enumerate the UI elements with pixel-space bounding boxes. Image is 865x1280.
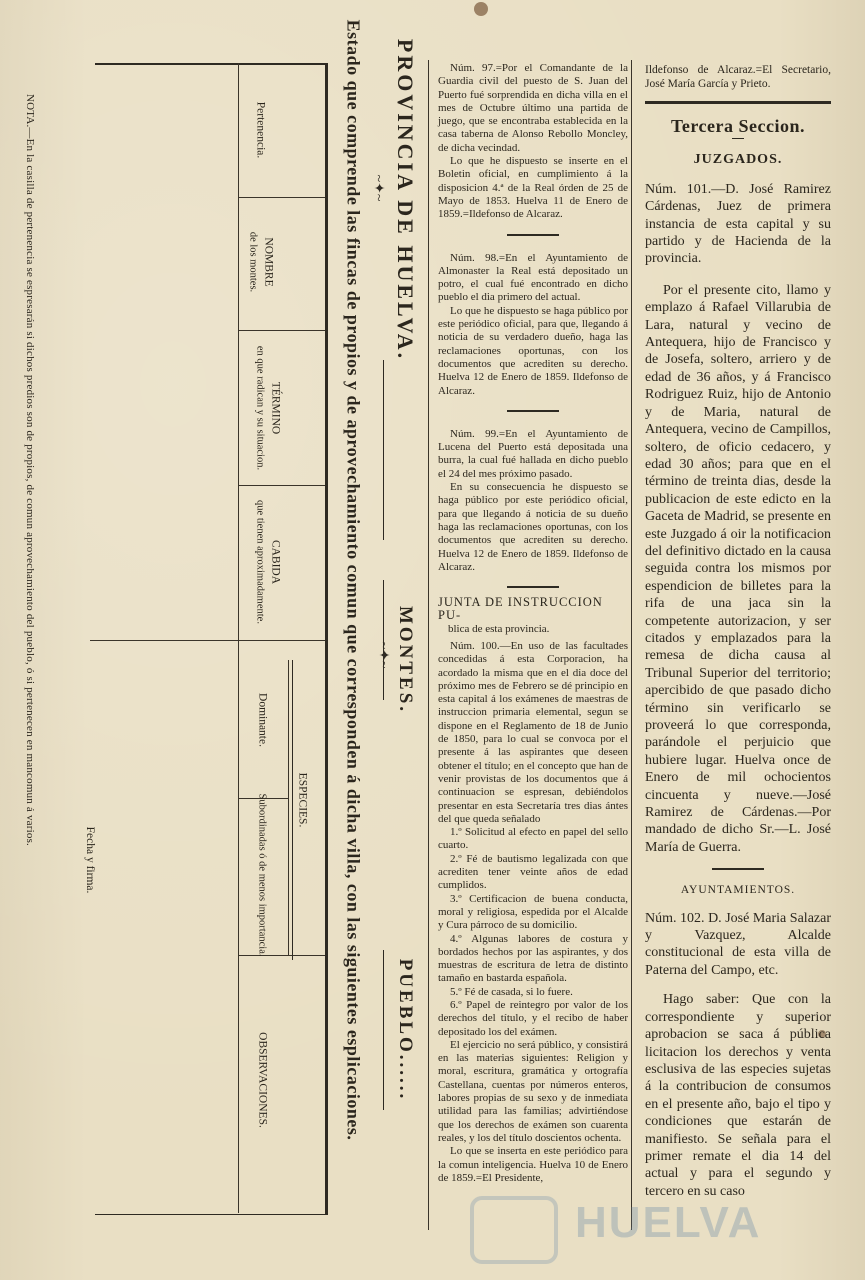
junta-heading: JUNTA DE INSTRUCCION PU- blica de esta provincia.	[438, 595, 603, 635]
header-subordinadas: Subordinadas ó de menos importancia.	[256, 793, 268, 957]
column-divider	[428, 60, 429, 1230]
title-provincia: PROVINCIA DE HUELVA.	[393, 38, 418, 362]
notice-102-body: Hago saber: Que con la correspondiente y superior aprobacion se saca á pública licitacion los derechos y venta esclusiva de las especies sujetas á la contribucion de consumos en el presente año, bajo el tipo y condiciones que estarán de manifiesto. Se señala para el primer remate el dia 14 del actual y para el segundo y tercero en su caso	[645, 992, 831, 1199]
ornament-icon: ~✦~	[370, 174, 386, 202]
title-montes: MONTES.	[395, 605, 416, 715]
right-column	[645, 63, 831, 1200]
header-nombre: NOMBRE	[262, 237, 275, 287]
notice-100-final: Lo que se inserta en este periódico para la comun inteligencia. Huelva 10 de Enero de 1859.=El Presidente,	[438, 1145, 628, 1184]
notice-102-head: Núm. 102. D. José Maria Salazar y Vazquez, Alcalde constitucional de esta villa de Paterna del Campo, etc.	[645, 910, 831, 978]
header-termino-sub: en que radican y su situacion.	[254, 345, 266, 471]
requirement-item: 6.º Papel de reintegro por valor de los derechos del título, y el recibo de haber depositado los del exámen.	[438, 999, 628, 1038]
notice-101-body: Por el presente cito, llamo y emplazo á Rafael Villarubia de Lara, natural y vecino de Antequera, hijo de Francisco y de Josefa, soltero, arriero y de edad de 36 años, y á Francisco Rodriguez Ruiz, hijo de Antonio y de Maria, natural de Antequera, vecino de Campillos, soltero, de oficio cedacero, y edad 30 años; para que en el término de treinta dias, desde la publicacion de este edicto en la Gaceta de Madrid, se presente en este Juzgado á oir la notificacion del definitivo dictado en la causa seguida contra los mismos por espendicion de billetes para la rifa de una jaca sin la competente autorizacion, y ser citados y emplazados para la remesa de dicha causa al Tribunal Superior del territorio; apercibido de que pasado dicho término sin verificarlo se proveerá lo que corresponda, parándole el perjuicio que hubiere lugar. Huelva once de Enero de mil ochocientos cincuenta y nueve.—José Ramirez de Cárdenas.—Por mandado de dicho Sr.—L. José María de Guerra.	[645, 282, 831, 855]
huelva-logo-icon	[470, 1196, 558, 1264]
requirement-item: 2.º Fé de bautismo legalizada con que acrediten tener veinte años de edad cumplidos.	[438, 852, 628, 892]
header-cabida: CABIDA	[269, 539, 282, 585]
exam-details: El ejercicio no será público, y consistirá en las materias siguientes: Religion y moral, escritura, gramática y ortografía Castellana, cuentas por números enteros, labores propias de su sexo y de inmediata utilidad para las familias; advirtiéndose que los derechos de exámen son cuarenta reales, y los del título doscientos ochenta.	[438, 1038, 628, 1144]
nota-text: NOTA.—En la casilla de pertenencia se espresarán si dichos predios son de propios, de comun aprovechamiento del pueblo, ó si pertenecen en mancomun á varios.	[24, 93, 36, 847]
notice-100: Núm. 100.—En uso de las facultades concedidas á esta Corporacion, ha acordado la misma que en el dia doce del próximo mes de Febrero se dé principio en esta capital á los exámenes de maestras de instruccion primaria elemental, segun se dispone en el Reglamento de 18 de Junio de 1850, para lo cual se convoca por el presente á las aspirantes que deseen obtener el título; en el concepto que han de venir provistas de los documentos que á continuacion se espresan, debiéndolos presentar en esta Secretaría tres dias ántes del que queda señalado	[438, 639, 628, 825]
section-title: Tercera Seccion.	[671, 116, 805, 136]
ornament-icon: ~✦~	[375, 641, 391, 669]
watermark-text: HUELVA	[575, 1198, 762, 1247]
column-divider	[631, 60, 632, 1230]
requirement-item: 1.º Solicitud al efecto en papel del sello cuarto.	[438, 826, 628, 852]
title-estado: Estado que comprende las fincas de propios y de aprovechamiento comun que corresponden á dicha villa, con las siguientes esplicaciones.	[343, 19, 364, 1141]
notice-99-b: En su consecuencia he dispuesto se haga público por este periódico oficial, para que llegando á noticia de su dueño haga las reclamaciones oportunas, con los documentos que acrediten su derecho. Huelva 12 de Enero de 1859. Ildefonso de Alcaraz.	[438, 481, 628, 573]
ayuntamientos-heading: AYUNTAMIENTOS.	[680, 884, 796, 897]
juzgados-heading: JUZGADOS.	[693, 152, 783, 168]
header-cabida-sub: que tienen aproximadamente.	[254, 500, 266, 624]
header-nombre-sub: de los montes.	[247, 231, 259, 293]
header-pertenencia: Pertenencia.	[254, 101, 267, 159]
notice-98: Núm. 98.=En el Ayuntamiento de Almonaster la Real está depositado un potro, el cual fué encontrado en dicho pueblo el dia primero del actual.	[438, 251, 628, 304]
notice-99: Núm. 99.=En el Ayuntamiento de Lucena del Puerto está depositada una burra, la cual fué hallada en dicho pueblo el 24 del mes próximo pasado.	[438, 427, 628, 480]
signature-line: Ildefonso de Alcaraz.=El Secretario, José María García y Prieto.	[645, 64, 831, 90]
header-termino: TÉRMINO	[269, 381, 282, 435]
header-especies: ESPECIES.	[296, 772, 309, 828]
requirement-item: 3.º Certificacion de buena conducta, moral y religiosa, espedida por el Alcalde y Cura párroco de su domicilio.	[438, 892, 628, 932]
requirement-item: 4.º Algunas labores de costura y bordados hechos por las aspirantes, y dos muestras de escritura de letra de distinto tamaño en bastarda española.	[438, 932, 628, 985]
middle-column	[438, 62, 628, 1185]
header-observaciones: OBSERVACIONES.	[256, 1032, 269, 1128]
fecha-firma: Fecha y firma.	[84, 826, 96, 894]
requirement-item: 5.º Fé de casada, si lo fuere.	[450, 985, 573, 998]
form-table	[95, 63, 328, 1215]
notice-98-b: Lo que he dispuesto se haga público por este periódico oficial, para que, llegando á noticia de su verdadero dueño, haga las reclamaciones oportunas, con los documentos que acrediten su derecho. Huelva 12 de Enero de 1859. Ildefonso de Alcaraz.	[438, 304, 628, 397]
title-pueblo: PUEBLO......	[395, 958, 416, 1102]
notice-97: Núm. 97.=Por el Comandante de la Guardia civil del puesto de S. Juan del Puerto fué sorprendida en dicha villa en el mes de Octubre último una partida de juego, que se encontraba establecida en la casa taberna de Alonso Rebollo Moncley, de dicha vecindad.	[438, 62, 628, 154]
notice-97-b: Lo que he dispuesto se inserte en el Boletin oficial, en cumplimiento á la disposicion 4.ª de la Real órden de 25 de Mayo de 1853. Huelva 11 de Enero de 1859.=Ildefonso de Alcaraz.	[438, 155, 628, 221]
ink-stain	[474, 2, 488, 16]
header-dominante: Dominante.	[256, 693, 269, 747]
notice-101-head: Núm. 101.—D. José Ramirez Cárdenas, Juez de primera instancia de esta capital y su partido y de Hacienda de la provincia.	[645, 181, 831, 267]
